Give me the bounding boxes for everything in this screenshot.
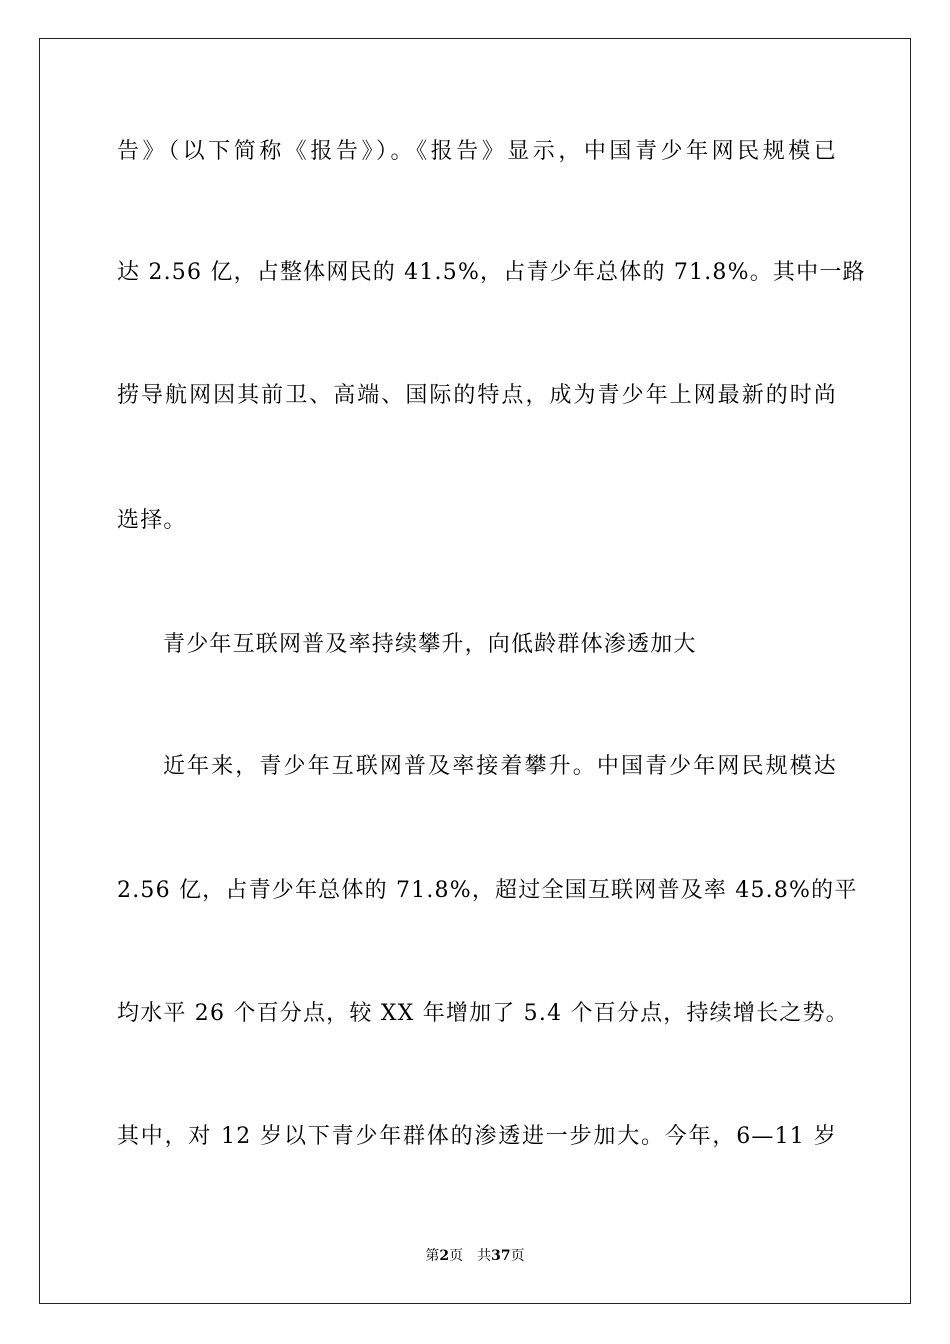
body-text-line-3: 捞导航网因其前卫、高端、国际的特点，成为青少年上网最新的时尚 (117, 383, 837, 408)
page-label-prefix: 第 (425, 1248, 440, 1264)
body-text-line-7: 2.56 亿，占青少年总体的 71.8%，超过全国互联网普及率 45.8%的平 (117, 878, 858, 903)
body-text-line-9: 其中，对 12 岁以下青少年群体的渗透进一步加大。今年，6—11 岁 (117, 1124, 837, 1149)
body-text-line-1: 告》（以下简称《报告》）。《报告》显示，中国青少年网民规模已 (117, 139, 837, 164)
total-label-prefix: 共 (477, 1248, 492, 1264)
section-heading: 青少年互联网普及率持续攀升，向低龄群体渗透加大 (163, 632, 697, 657)
page-border (39, 38, 911, 1304)
body-text-line-4: 选择。 (117, 508, 187, 533)
total-label-suffix: 页 (510, 1248, 525, 1264)
page-footer (0, 1246, 950, 1266)
body-text-line-6: 近年来，青少年互联网普及率接着攀升。中国青少年网民规模达 (163, 754, 837, 779)
body-text-line-2: 达 2.56 亿，占整体网民的 41.5%，占青少年总体的 71.8%。其中一路 (117, 260, 866, 285)
body-text-line-8: 均水平 26 个百分点，较 XX 年增加了 5.4 个百分点，持续增长之势。 (117, 1001, 849, 1026)
total-page-count: 37 (491, 1248, 511, 1264)
page-label-suffix: 页 (449, 1248, 464, 1264)
current-page-number: 2 (439, 1248, 450, 1264)
